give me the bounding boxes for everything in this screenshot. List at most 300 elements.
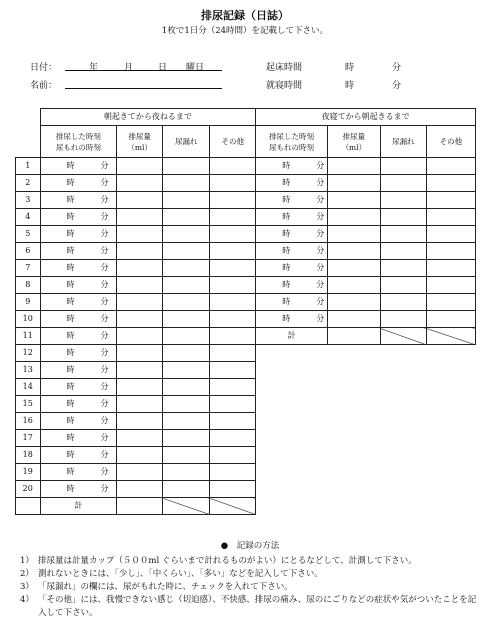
- minute-unit: 分: [100, 229, 109, 238]
- row-number: 1: [16, 158, 41, 175]
- day-leak-cell[interactable]: [163, 294, 210, 311]
- table-row: [16, 311, 476, 328]
- empty-cell: [380, 413, 426, 430]
- night-leak-cell[interactable]: [380, 175, 426, 192]
- empty-cell: [380, 379, 426, 396]
- night-leak-cell[interactable]: [380, 311, 426, 328]
- empty-cell: [380, 396, 426, 413]
- instruction-number: 3）: [20, 582, 34, 592]
- night-time-cell[interactable]: [256, 175, 328, 192]
- wake-minute-label: 分: [392, 63, 402, 73]
- night-leak-cell[interactable]: [380, 158, 426, 175]
- hour-unit: 時: [282, 263, 291, 272]
- empty-cell: [327, 413, 380, 430]
- day-time-cell[interactable]: [40, 294, 117, 311]
- day-volume-cell[interactable]: [117, 158, 163, 175]
- night-time-cell[interactable]: [256, 209, 328, 226]
- col-leak-time-label: 尿もれの時刻: [55, 142, 101, 152]
- hour-unit: 時: [66, 348, 75, 357]
- wake-time-label: 起床時間: [266, 63, 303, 73]
- day-leak-cell[interactable]: [163, 362, 210, 379]
- empty-cell: [256, 345, 328, 362]
- table-row: [16, 175, 476, 192]
- day-volume-cell[interactable]: [117, 396, 163, 413]
- night-leak-cell[interactable]: [380, 243, 426, 260]
- minute-unit: 分: [316, 178, 325, 187]
- hour-unit: 時: [282, 297, 291, 306]
- night-time-cell[interactable]: [256, 311, 328, 328]
- day-other-cell[interactable]: [210, 158, 256, 175]
- table-row: [16, 379, 476, 396]
- empty-cell: [327, 379, 380, 396]
- day-leak-cell[interactable]: [163, 447, 210, 464]
- day-volume-cell[interactable]: [117, 379, 163, 396]
- day-time-cell[interactable]: [40, 158, 117, 175]
- table-row: [16, 277, 476, 294]
- night-volume-cell[interactable]: [327, 209, 380, 226]
- day-other-cell[interactable]: [210, 209, 256, 226]
- day-volume-cell[interactable]: [117, 328, 163, 345]
- hour-unit: 時: [282, 195, 291, 204]
- sleep-time-label: 就寝時間: [266, 81, 303, 91]
- night-other-cell[interactable]: [426, 226, 475, 243]
- col-time-label: 排尿した時刻: [55, 131, 101, 141]
- row-number: 5: [16, 226, 41, 243]
- day-leak-cell[interactable]: [163, 413, 210, 430]
- night-time-cell[interactable]: [256, 158, 328, 175]
- row-number: 8: [16, 277, 41, 294]
- day-time-cell[interactable]: [40, 192, 117, 209]
- instruction-item: [20, 581, 480, 594]
- hour-unit: 時: [66, 161, 75, 170]
- hour-unit: 時: [66, 229, 75, 238]
- row-number: 7: [16, 260, 41, 277]
- day-leak-cell[interactable]: [163, 260, 210, 277]
- day-other-cell[interactable]: [210, 192, 256, 209]
- row-number: 6: [16, 243, 41, 260]
- table-row: [16, 481, 476, 498]
- hour-unit: 時: [282, 178, 291, 187]
- day-leak-cell[interactable]: [163, 158, 210, 175]
- hour-unit: 時: [66, 433, 75, 442]
- night-volume-cell[interactable]: [327, 243, 380, 260]
- day-leak-cell[interactable]: [163, 311, 210, 328]
- day-leak-cell[interactable]: [163, 464, 210, 481]
- day-total-leak-diagonal: [163, 498, 210, 515]
- hour-unit: 時: [66, 382, 75, 391]
- table-row: [16, 464, 476, 481]
- hour-unit: 時: [66, 280, 75, 289]
- minute-unit: 分: [316, 280, 325, 289]
- day-time-cell[interactable]: [40, 345, 117, 362]
- minute-unit: 分: [316, 195, 325, 204]
- day-time-cell[interactable]: [40, 226, 117, 243]
- hour-unit: 時: [66, 331, 75, 340]
- row-number: 14: [16, 379, 41, 396]
- day-time-cell[interactable]: [40, 243, 117, 260]
- day-time-cell[interactable]: [40, 277, 117, 294]
- table-row: [16, 158, 476, 175]
- row-number: 13: [16, 362, 41, 379]
- instruction-item: [20, 594, 480, 620]
- minute-unit: 分: [100, 212, 109, 221]
- day-volume-cell[interactable]: [117, 192, 163, 209]
- minute-unit: 分: [316, 297, 325, 306]
- empty-cell: [380, 481, 426, 498]
- day-total-label: 計: [40, 498, 117, 515]
- corner-cell: [16, 109, 41, 126]
- table-row: [16, 396, 476, 413]
- day-volume-cell[interactable]: [117, 413, 163, 430]
- day-volume-cell[interactable]: [117, 243, 163, 260]
- empty-cell: [426, 498, 475, 515]
- col-time-label: 排尿した時刻: [268, 131, 314, 141]
- minute-unit: 分: [100, 280, 109, 289]
- day-time-cell[interactable]: [40, 311, 117, 328]
- day-time-cell[interactable]: [40, 328, 117, 345]
- hour-unit: 時: [282, 229, 291, 238]
- day-leak-cell[interactable]: [163, 209, 210, 226]
- instruction-number: 4）: [20, 595, 34, 605]
- minute-unit: 分: [100, 195, 109, 204]
- table-row: [16, 413, 476, 430]
- empty-cell: [380, 362, 426, 379]
- empty-cell: [256, 396, 328, 413]
- minute-unit: 分: [100, 467, 109, 476]
- empty-cell: [426, 362, 475, 379]
- day-leak-cell[interactable]: [163, 481, 210, 498]
- empty-cell: [256, 430, 328, 447]
- urination-log-table: [15, 108, 476, 515]
- empty-cell: [380, 430, 426, 447]
- night-time-col-header: [256, 126, 328, 158]
- hour-unit: 時: [66, 484, 75, 493]
- empty-cell: [256, 481, 328, 498]
- hour-unit: 時: [66, 195, 75, 204]
- day-other-cell[interactable]: [210, 464, 256, 481]
- night-other-cell[interactable]: [426, 158, 475, 175]
- night-time-cell[interactable]: [256, 277, 328, 294]
- table-row: [16, 447, 476, 464]
- night-other-cell[interactable]: [426, 277, 475, 294]
- empty-cell: [426, 345, 475, 362]
- day-leak-cell[interactable]: [163, 277, 210, 294]
- day-time-cell[interactable]: [40, 447, 117, 464]
- table-row: [16, 345, 476, 362]
- night-time-cell[interactable]: [256, 260, 328, 277]
- empty-cell: [256, 379, 328, 396]
- day-other-cell[interactable]: [210, 277, 256, 294]
- minute-unit: 分: [100, 331, 109, 340]
- weekday-label: 曜日: [186, 63, 205, 73]
- minute-unit: 分: [100, 433, 109, 442]
- col-volume-label: 排尿量: [342, 131, 366, 141]
- col-volume-label: 排尿量: [128, 131, 151, 141]
- minute-unit: 分: [100, 484, 109, 493]
- night-leak-cell[interactable]: [380, 260, 426, 277]
- row-number: 15: [16, 396, 41, 413]
- night-total-volume-cell[interactable]: [327, 328, 380, 345]
- day-other-cell[interactable]: [210, 260, 256, 277]
- night-leak-cell[interactable]: [380, 192, 426, 209]
- day-leak-cell[interactable]: [163, 243, 210, 260]
- day-other-cell[interactable]: [210, 294, 256, 311]
- empty-cell: [380, 498, 426, 515]
- day-volume-cell[interactable]: [117, 209, 163, 226]
- hour-unit: 時: [66, 297, 75, 306]
- night-volume-cell[interactable]: [327, 158, 380, 175]
- day-leak-cell[interactable]: [163, 192, 210, 209]
- day-volume-cell[interactable]: [117, 311, 163, 328]
- night-leak-cell[interactable]: [380, 226, 426, 243]
- day-volume-cell[interactable]: [117, 362, 163, 379]
- day-other-cell[interactable]: [210, 311, 256, 328]
- empty-cell: [380, 464, 426, 481]
- row-number: 4: [16, 209, 41, 226]
- page-subtitle: 1枚で1日分（24時間）を記載して下さい。: [161, 26, 329, 36]
- night-leak-cell[interactable]: [380, 294, 426, 311]
- day-time-cell[interactable]: [40, 362, 117, 379]
- day-volume-cell[interactable]: [117, 481, 163, 498]
- hour-unit: 時: [282, 280, 291, 289]
- night-total-label: 計: [256, 328, 328, 345]
- hour-unit: 時: [66, 399, 75, 408]
- row-number: 18: [16, 447, 41, 464]
- empty-cell: [380, 447, 426, 464]
- hour-unit: 時: [282, 246, 291, 255]
- minute-unit: 分: [100, 450, 109, 459]
- day-time-cell[interactable]: [40, 464, 117, 481]
- name-label: 名前：: [30, 81, 58, 91]
- minute-unit: 分: [316, 212, 325, 221]
- day-time-cell[interactable]: [40, 396, 117, 413]
- day-other-cell[interactable]: [210, 430, 256, 447]
- table-row: [16, 192, 476, 209]
- instruction-number: 1）: [20, 556, 34, 566]
- row-number-blank: [16, 498, 41, 515]
- empty-cell: [256, 413, 328, 430]
- empty-cell: [426, 430, 475, 447]
- day-leak-cell[interactable]: [163, 226, 210, 243]
- instruction-number: 2）: [20, 569, 34, 579]
- page-title: 排尿記録（日誌）: [201, 9, 289, 22]
- night-leak-col-header: 尿漏れ: [380, 126, 426, 158]
- empty-cell: [426, 413, 475, 430]
- row-number: 3: [16, 192, 41, 209]
- year-label: 年: [89, 63, 99, 73]
- hour-unit: 時: [66, 450, 75, 459]
- empty-cell: [426, 481, 475, 498]
- minute-unit: 分: [316, 263, 325, 272]
- empty-cell: [426, 396, 475, 413]
- day-total-other-diagonal: [210, 498, 256, 515]
- col-volume-unit: （ml）: [127, 142, 152, 152]
- table-row: [16, 498, 476, 515]
- minute-unit: 分: [316, 246, 325, 255]
- minute-unit: 分: [316, 161, 325, 170]
- night-other-cell[interactable]: [426, 260, 475, 277]
- hour-unit: 時: [282, 212, 291, 221]
- day-time-cell[interactable]: [40, 430, 117, 447]
- minute-unit: 分: [316, 229, 325, 238]
- day-time-cell[interactable]: [40, 481, 117, 498]
- col-volume-unit: （ml）: [341, 142, 367, 152]
- sleep-hour-label: 時: [345, 81, 355, 91]
- night-other-cell[interactable]: [426, 192, 475, 209]
- day-volume-cell[interactable]: [117, 277, 163, 294]
- day-leak-cell[interactable]: [163, 430, 210, 447]
- night-volume-cell[interactable]: [327, 226, 380, 243]
- wake-hour-label: 時: [345, 63, 355, 73]
- empty-cell: [327, 447, 380, 464]
- day-other-cell[interactable]: [210, 345, 256, 362]
- day-other-cell[interactable]: [210, 362, 256, 379]
- day-volume-cell[interactable]: [117, 226, 163, 243]
- night-other-cell[interactable]: [426, 243, 475, 260]
- table-row: [16, 260, 476, 277]
- minute-unit: 分: [100, 365, 109, 374]
- minute-unit: 分: [316, 314, 325, 323]
- corner-cell: [16, 126, 41, 158]
- night-time-cell[interactable]: [256, 226, 328, 243]
- table-row: [16, 243, 476, 260]
- minute-unit: 分: [100, 178, 109, 187]
- minute-unit: 分: [100, 348, 109, 357]
- instruction-text: 「尿漏れ」の欄には、尿がもれた時に、チェックを入れて下さい。: [38, 582, 293, 592]
- day-time-cell[interactable]: [40, 260, 117, 277]
- night-total-other-diagonal: [426, 328, 475, 345]
- day-other-cell[interactable]: [210, 226, 256, 243]
- row-number: 10: [16, 311, 41, 328]
- day-other-cell[interactable]: [210, 175, 256, 192]
- minute-unit: 分: [100, 382, 109, 391]
- empty-cell: [327, 481, 380, 498]
- day-other-cell[interactable]: [210, 328, 256, 345]
- night-other-cell[interactable]: [426, 175, 475, 192]
- empty-cell: [380, 345, 426, 362]
- day-time-cell[interactable]: [40, 175, 117, 192]
- day-time-cell[interactable]: [40, 209, 117, 226]
- day-volume-cell[interactable]: [117, 430, 163, 447]
- minute-unit: 分: [100, 399, 109, 408]
- day-section-header: 朝起きてから夜ねるまで: [40, 109, 256, 126]
- night-volume-cell[interactable]: [327, 260, 380, 277]
- night-volume-cell[interactable]: [327, 175, 380, 192]
- hour-unit: 時: [66, 263, 75, 272]
- row-number: 12: [16, 345, 41, 362]
- empty-cell: [327, 464, 380, 481]
- minute-unit: 分: [100, 161, 109, 170]
- day-leak-cell[interactable]: [163, 345, 210, 362]
- sleep-minute-label: 分: [392, 81, 402, 91]
- night-volume-cell[interactable]: [327, 294, 380, 311]
- day-volume-cell[interactable]: [117, 345, 163, 362]
- empty-cell: [256, 498, 328, 515]
- row-number: 20: [16, 481, 41, 498]
- row-number: 9: [16, 294, 41, 311]
- day-label: 日: [158, 63, 168, 73]
- col-leak-time-label: 尿もれの時刻: [268, 142, 314, 152]
- night-time-cell[interactable]: [256, 294, 328, 311]
- table-row: [16, 209, 476, 226]
- night-section-header: 夜寝てから朝起きるまで: [256, 109, 476, 126]
- night-volume-col-header: [327, 126, 380, 158]
- night-other-cell[interactable]: [426, 209, 475, 226]
- table-row: [16, 226, 476, 243]
- minute-unit: 分: [100, 263, 109, 272]
- night-time-cell[interactable]: [256, 243, 328, 260]
- day-time-cell[interactable]: [40, 413, 117, 430]
- day-volume-cell[interactable]: [117, 175, 163, 192]
- day-other-cell[interactable]: [210, 447, 256, 464]
- day-volume-cell[interactable]: [117, 260, 163, 277]
- night-volume-cell[interactable]: [327, 311, 380, 328]
- night-volume-cell[interactable]: [327, 277, 380, 294]
- hour-unit: 時: [66, 246, 75, 255]
- instructions: [20, 540, 480, 620]
- empty-cell: [256, 362, 328, 379]
- instructions-heading: ● 記録の方法: [220, 541, 280, 551]
- empty-cell: [327, 345, 380, 362]
- instruction-text: 「その他」には、我慢できない感じ（切迫感）、不快感、排尿の痛み、尿のにごりなどの症状や気がついたことを記入して下さい。: [38, 595, 477, 618]
- empty-cell: [327, 362, 380, 379]
- row-number: 16: [16, 413, 41, 430]
- day-total-volume-cell[interactable]: [117, 498, 163, 515]
- minute-unit: 分: [100, 314, 109, 323]
- day-volume-cell[interactable]: [117, 464, 163, 481]
- day-volume-cell[interactable]: [117, 447, 163, 464]
- day-other-cell[interactable]: [210, 379, 256, 396]
- night-leak-cell[interactable]: [380, 209, 426, 226]
- day-other-col-header: その他: [210, 126, 256, 158]
- name-field[interactable]: [65, 78, 222, 89]
- day-other-cell[interactable]: [210, 413, 256, 430]
- day-other-cell[interactable]: [210, 481, 256, 498]
- day-leak-col-header: 尿漏れ: [163, 126, 210, 158]
- day-leak-cell[interactable]: [163, 379, 210, 396]
- row-number: 11: [16, 328, 41, 345]
- day-other-cell[interactable]: [210, 243, 256, 260]
- day-leak-cell[interactable]: [163, 396, 210, 413]
- night-other-cell[interactable]: [426, 294, 475, 311]
- minute-unit: 分: [100, 416, 109, 425]
- minute-unit: 分: [100, 246, 109, 255]
- hour-unit: 時: [282, 161, 291, 170]
- day-leak-cell[interactable]: [163, 175, 210, 192]
- empty-cell: [426, 447, 475, 464]
- instruction-text: 排尿量は計量カップ（５００ml ぐらいまで計れるものがよい）にとるなどして、計測して下さい。: [38, 556, 417, 566]
- night-volume-cell[interactable]: [327, 192, 380, 209]
- hour-unit: 時: [66, 178, 75, 187]
- night-time-cell[interactable]: [256, 192, 328, 209]
- hour-unit: 時: [282, 314, 291, 323]
- night-other-col-header: その他: [426, 126, 475, 158]
- row-number: 2: [16, 175, 41, 192]
- night-leak-cell[interactable]: [380, 277, 426, 294]
- date-label: 日付：: [30, 63, 58, 73]
- hour-unit: 時: [66, 416, 75, 425]
- empty-cell: [327, 430, 380, 447]
- day-other-cell[interactable]: [210, 396, 256, 413]
- empty-cell: [327, 498, 380, 515]
- instruction-item: [20, 568, 480, 581]
- night-other-cell[interactable]: [426, 311, 475, 328]
- hour-unit: 時: [66, 212, 75, 221]
- day-time-cell[interactable]: [40, 379, 117, 396]
- day-volume-cell[interactable]: [117, 294, 163, 311]
- day-leak-cell[interactable]: [163, 328, 210, 345]
- night-total-leak-diagonal: [380, 328, 426, 345]
